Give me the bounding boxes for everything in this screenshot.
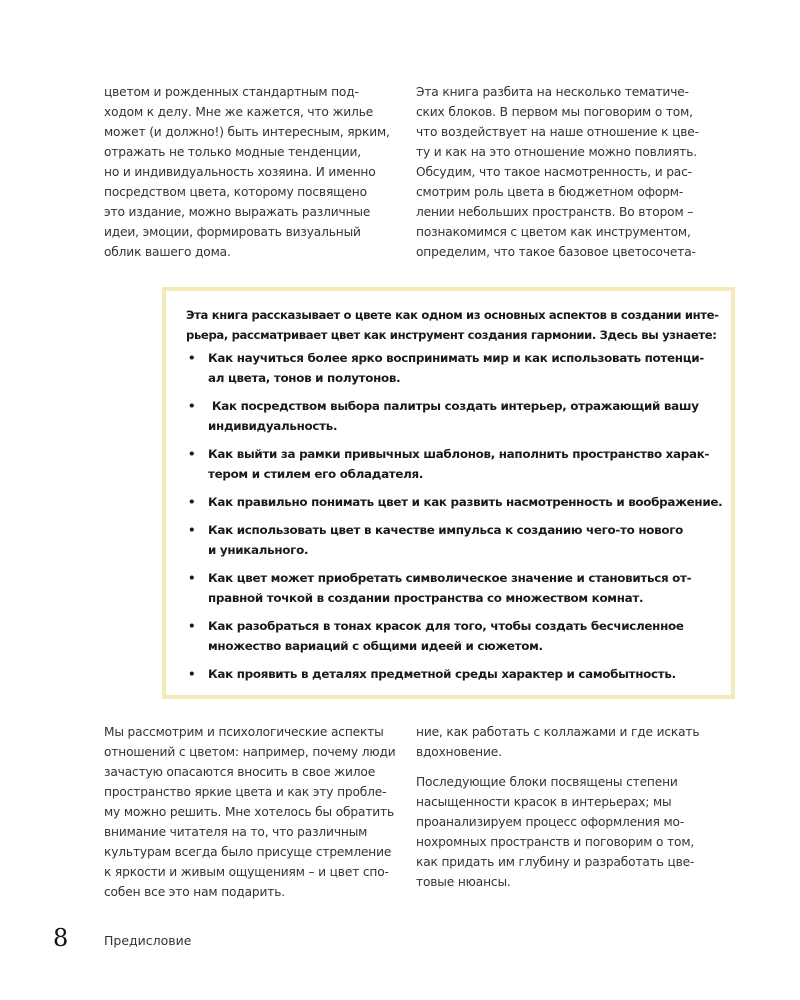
text-line: но и индивидуальность хозяина. И именно xyxy=(104,165,376,179)
text-line: Как цвет может приобретать символическое значение и становиться от- xyxy=(208,571,692,585)
bullet-icon: • xyxy=(188,571,196,585)
text-line: Как разобраться в тонах красок для того, чтобы создать бесчисленное xyxy=(208,619,684,633)
text-line: пространство яркие цвета и как эту пробле- xyxy=(104,785,387,799)
list-item xyxy=(186,568,711,608)
text-line: множество вариаций с общими идеей и сюжетом. xyxy=(208,639,543,653)
text-line: Как посредством выбора палитры создать интерьер, отражающий вашу xyxy=(208,399,699,413)
list-item xyxy=(186,520,711,560)
text-line: цветом и рожденных стандартным под- xyxy=(104,85,359,99)
text-line: му можно решить. Мне хотелось бы обратить xyxy=(104,805,395,819)
bullet-icon: • xyxy=(188,495,196,509)
text-line: культурам всегда было присуще стремление xyxy=(104,845,392,859)
text-line: может (и должно!) быть интересным, ярким, xyxy=(104,125,390,139)
body-text-column-top-right xyxy=(416,82,716,262)
text-line: к яркости и живым ощущениям – и цвет спо- xyxy=(104,865,389,879)
list-item xyxy=(186,396,711,436)
list-item xyxy=(186,492,723,512)
text-line: Эта книга рассказывает о цвете как одном из основных аспектов в создании инте- xyxy=(186,308,719,322)
callout-list xyxy=(186,348,723,684)
text-line: Как использовать цвет в качестве импульса к созданию чего-то нового xyxy=(208,523,683,537)
callout-intro xyxy=(186,305,719,345)
text-line: облик вашего дома. xyxy=(104,245,231,259)
text-line: рьера, рассматривает цвет как инструмент создания гармонии. Здесь вы узнаете: xyxy=(186,328,717,342)
text-line: познакомимся с цветом как инструментом, xyxy=(416,225,691,239)
text-line: Как правильно понимать цвет и как развить насмотренность и воображение. xyxy=(208,495,723,509)
text-line: правной точкой в создании пространства со множеством комнат. xyxy=(208,591,644,605)
text-line: нохромных пространств и поговорим о том, xyxy=(416,835,695,849)
text-line: Последующие блоки посвящены степени xyxy=(416,775,678,789)
text-line: вдохновение. xyxy=(416,745,502,759)
text-line: определим, что такое базовое цветосочета- xyxy=(416,245,696,259)
bullet-icon: • xyxy=(188,399,196,413)
text-line: смотрим роль цвета в бюджетном оформ- xyxy=(416,185,684,199)
text-line: Как научиться более ярко воспринимать мир и как использовать потенци- xyxy=(208,351,704,365)
bullet-icon: • xyxy=(188,447,196,461)
text-line: ских блоков. В первом мы поговорим о том, xyxy=(416,105,693,119)
bullet-icon: • xyxy=(188,667,196,681)
text-line: отношений с цветом: например, почему люди xyxy=(104,745,396,759)
list-item xyxy=(186,664,711,684)
text-line: зачастую опасаются вносить в свое жилое xyxy=(104,765,376,779)
bullet-icon: • xyxy=(188,619,196,633)
bullet-icon: • xyxy=(188,351,196,365)
text-line: отражать не только модные тенденции, xyxy=(104,145,362,159)
text-line: внимание читателя на то, что различным xyxy=(104,825,368,839)
text-line: товые нюансы. xyxy=(416,875,511,889)
section-title: Предисловие xyxy=(104,933,192,948)
text-line: лении небольших пространств. Во втором – xyxy=(416,205,694,219)
text-line: ту и как на это отношение можно повлиять. xyxy=(416,145,697,159)
text-line: Мы рассмотрим и психологические аспекты xyxy=(104,725,384,739)
text-line: Эта книга разбита на несколько тематиче- xyxy=(416,85,689,99)
text-line: и уникального. xyxy=(208,543,309,557)
list-item xyxy=(186,444,711,484)
text-line: ходом к делу. Мне же кажется, что жилье xyxy=(104,105,374,119)
text-line: ал цвета, тонов и полутонов. xyxy=(208,371,401,385)
text-line: что воздействует на наше отношение к цве- xyxy=(416,125,699,139)
text-line: Обсудим, что такое насмотренность, и рас- xyxy=(416,165,692,179)
body-text-column-top-left xyxy=(104,82,404,262)
callout-box xyxy=(162,287,735,699)
text-line: тером и стилем его обладателя. xyxy=(208,467,424,481)
text-line: Как проявить в деталях предметной среды характер и самобытность. xyxy=(208,667,676,681)
text-line: собен все это нам подарить. xyxy=(104,885,285,899)
text-line: идеи, эмоции, формировать визуальный xyxy=(104,225,361,239)
list-item xyxy=(186,616,711,656)
list-item xyxy=(186,348,711,388)
body-text-column-bottom-right xyxy=(416,722,716,892)
text-line: индивидуальность. xyxy=(208,419,338,433)
text-line: это издание, можно выражать различные xyxy=(104,205,371,219)
text-line: посредством цвета, которому посвящено xyxy=(104,185,367,199)
text-line: Как выйти за рамки привычных шаблонов, наполнить пространство харак- xyxy=(208,447,710,461)
body-text-column-bottom-left xyxy=(104,722,404,902)
bullet-icon: • xyxy=(188,523,196,537)
text-line: как придать им глубину и разработать цве- xyxy=(416,855,695,869)
page-number: 8 xyxy=(53,924,69,952)
text-line: проанализируем процесс оформления мо- xyxy=(416,815,685,829)
text-line: насыщенности красок в интерьерах; мы xyxy=(416,795,672,809)
text-line: ние, как работать с коллажами и где искать xyxy=(416,725,700,739)
